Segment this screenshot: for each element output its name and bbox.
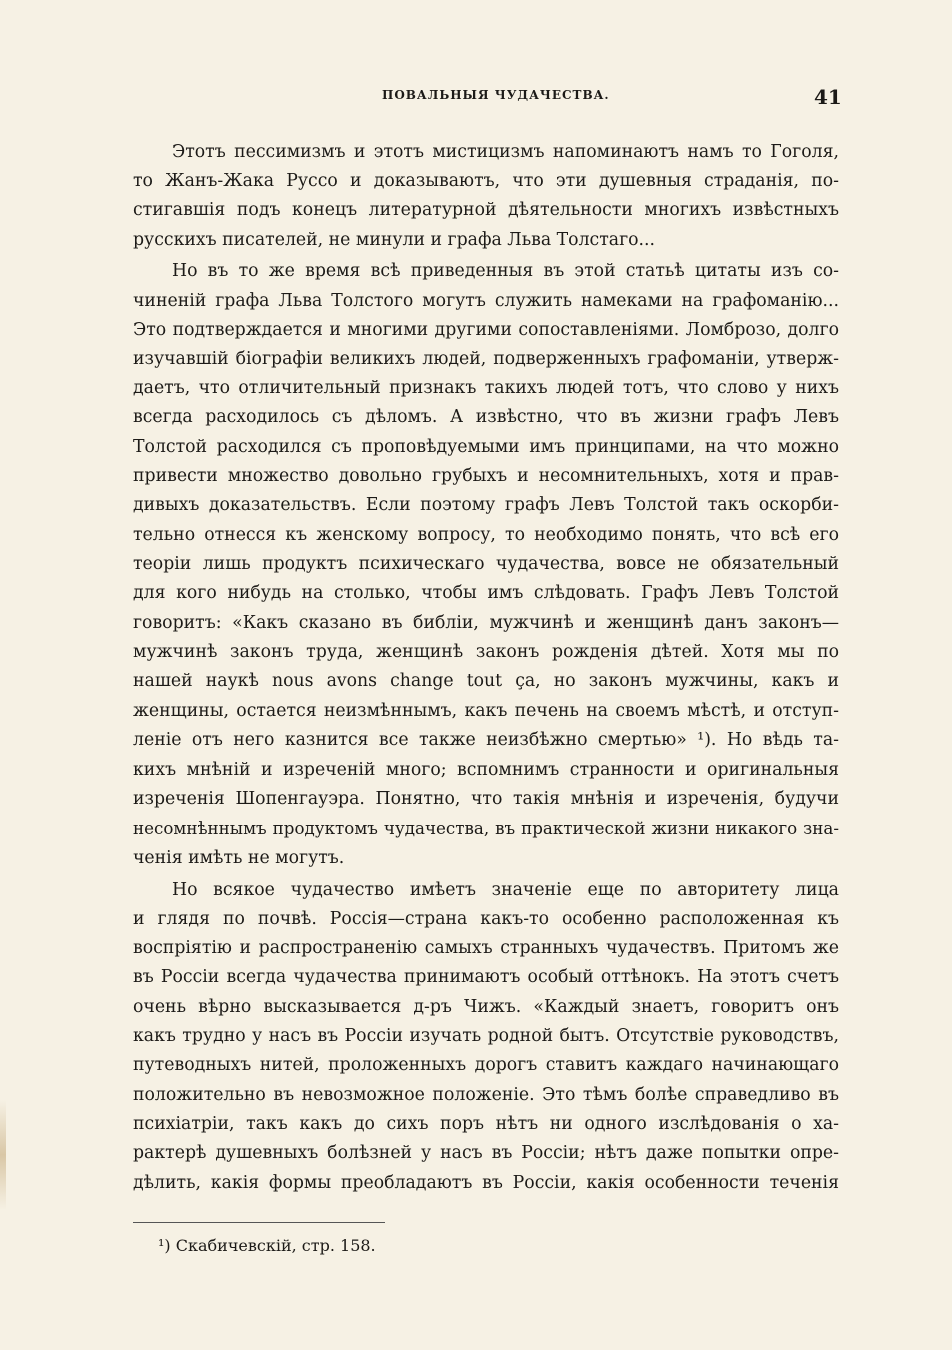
- text-line: Но всякое чудачество имѣетъ значеніе еще по авторитету лица: [172, 880, 839, 900]
- text-line: Но въ то же время всѣ приведенныя въ этой статьѣ цитаты изъ со-: [172, 261, 839, 281]
- text-line: и глядя по почвѣ. Россія—страна какъ-то особенно расположенная къ: [133, 909, 839, 929]
- text-line: положительно въ невозможное положеніе. Это тѣмъ болѣе справедливо въ: [133, 1085, 839, 1105]
- page-edge-stain: [0, 1100, 6, 1210]
- running-head: ПОВАЛЬНЫЯ ЧУДАЧЕСТВА.: [382, 88, 610, 102]
- text-line: русскихъ писателей, не минули и графа Льва Толстаго...: [133, 230, 656, 250]
- text-line: изучавшій біографіи великихъ людей, подверженныхъ графоманіи, утверж-: [133, 349, 839, 369]
- text-line: въ Россіи всегда чудачества принимаютъ особый оттѣнокъ. На этотъ счетъ: [133, 967, 839, 987]
- text-line: несомнѣннымъ продуктомъ чудачества, въ практической жизни никакого зна-: [133, 818, 839, 838]
- text-line: женщины, остается неизмѣннымъ, какъ печень на своемъ мѣстѣ, и отступ-: [133, 701, 839, 721]
- text-line: воспріятію и распространенію самыхъ странныхъ чудачествъ. Притомъ же: [133, 938, 839, 958]
- text-line: ченія имѣть не могутъ.: [133, 848, 345, 868]
- footnote-rule: [133, 1222, 385, 1223]
- text-line: теоріи лишь продуктъ психическаго чудачества, вовсе не обязательный: [133, 554, 839, 574]
- text-line: стигавшія подъ конецъ литературной дѣятельности многихъ извѣстныхъ: [133, 200, 839, 220]
- page-number: 41: [814, 85, 842, 109]
- text-line: говоритъ: «Какъ сказано въ библіи, мужчинѣ и женщинѣ данъ законъ—: [133, 613, 839, 633]
- text-line: дѣлить, какія формы преобладаютъ въ Россіи, какія особенности теченія: [133, 1173, 839, 1193]
- text-line: какъ трудно у насъ въ Россіи изучать родной бытъ. Отсутствіе руководствъ,: [133, 1026, 839, 1046]
- text-line: Толстой расходился съ проповѣдуемыми имъ принципами, на что можно: [133, 437, 839, 457]
- text-line: кихъ мнѣній и изреченій много; вспомнимъ странности и оригинальныя: [133, 760, 839, 780]
- text-line: леніе отъ него казнится все также неизбѣжно смертью» ¹). Но вѣдь та-: [133, 730, 839, 750]
- text-line: тельно отнесся къ женскому вопросу, то необходимо понять, что всѣ его: [133, 525, 839, 545]
- text-line: нашей наукѣ nous avons change tout ça, но законъ мужчины, какъ и: [133, 671, 839, 691]
- footnote: ¹) Скабичевскій, стр. 158.: [158, 1236, 376, 1255]
- text-line: всегда расходилось съ дѣломъ. А извѣстно, что въ жизни графъ Левъ: [133, 407, 839, 427]
- text-line: психіатріи, такъ какъ до сихъ поръ нѣтъ ни одного изслѣдованія о ха-: [133, 1114, 839, 1134]
- text-line: Это подтверждается и многими другими сопоставленіями. Ломброзо, долго: [133, 320, 839, 340]
- text-line: изреченія Шопенгауэра. Понятно, что такія мнѣнія и изреченія, будучи: [133, 789, 839, 809]
- text-line: путеводныхъ нитей, проложенныхъ дорогъ ставитъ каждаго начинающаго: [133, 1055, 839, 1075]
- text-line: Этотъ пессимизмъ и этотъ мистицизмъ напоминаютъ намъ то Гоголя,: [172, 142, 839, 162]
- text-line: даетъ, что отличительный признакъ такихъ людей тотъ, что слово у нихъ: [133, 378, 839, 398]
- text-line: очень вѣрно высказывается д-ръ Чижъ. «Каждый знаетъ, говоритъ онъ: [133, 997, 839, 1017]
- text-line: рактерѣ душевныхъ болѣзней у насъ въ Россіи; нѣтъ даже попытки опре-: [133, 1143, 839, 1163]
- text-line: дивыхъ доказательствъ. Если поэтому графъ Левъ Толстой такъ оскорби-: [133, 495, 839, 515]
- text-line: привести множество довольно грубыхъ и несомнительныхъ, хотя и прав-: [133, 466, 839, 486]
- text-line: чиненій графа Льва Толстого могутъ служить намеками на графоманію...: [133, 291, 839, 311]
- text-line: для кого нибудь на столько, чтобы имъ слѣдовать. Графъ Левъ Толстой: [133, 583, 839, 603]
- text-line: то Жанъ-Жака Руссо и доказываютъ, что эти душевныя страданія, по-: [133, 171, 839, 191]
- text-line: мужчинѣ законъ труда, женщинѣ законъ рожденія дѣтей. Хотя мы по: [133, 642, 839, 662]
